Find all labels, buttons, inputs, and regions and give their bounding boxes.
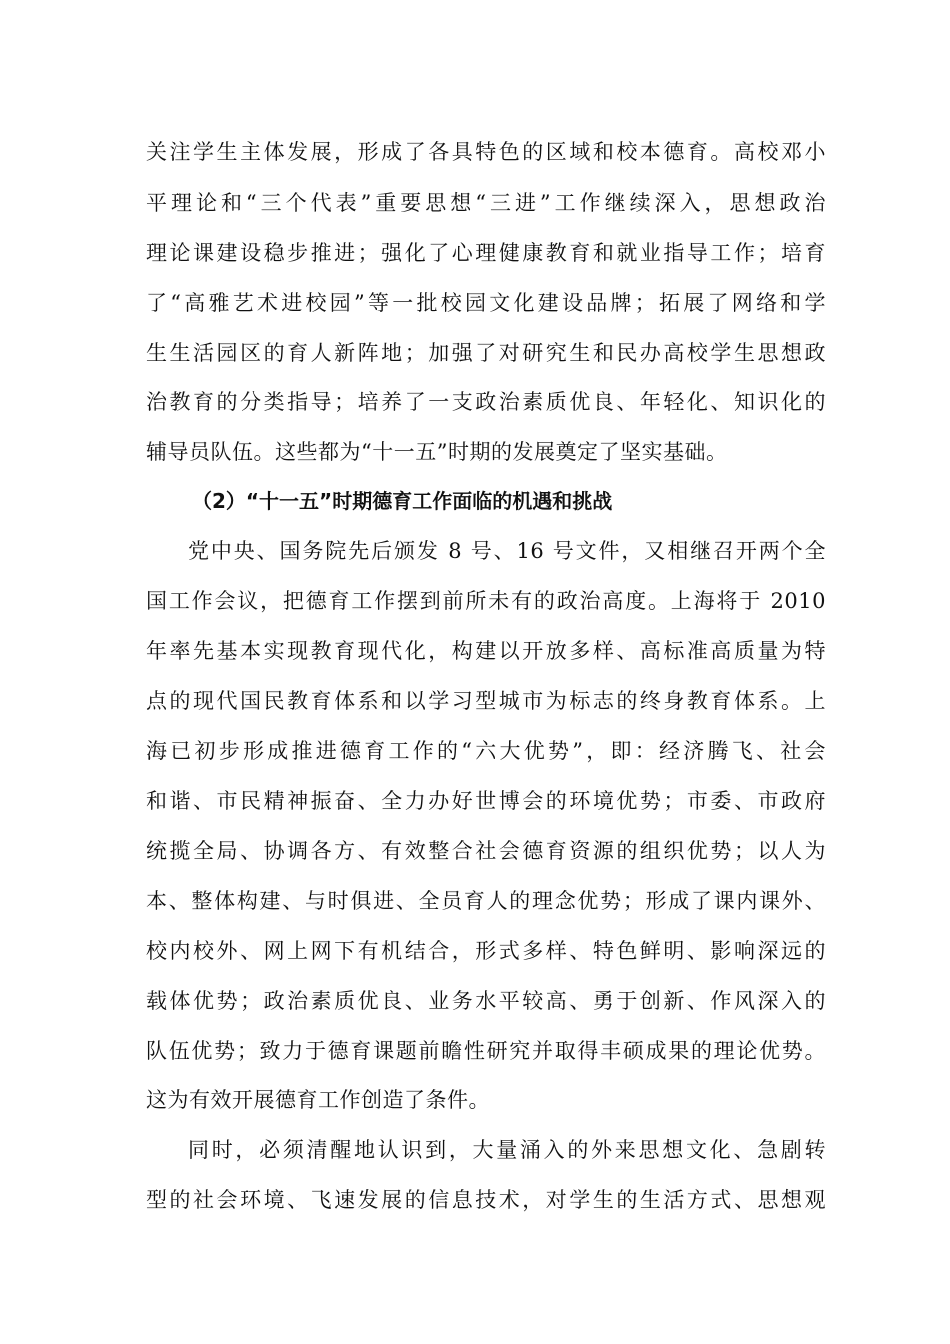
paragraph-1-line-2: 平理论和“三个代表”重要思想“三进”工作继续深入，思想政治 (146, 191, 826, 215)
paragraph-2-line-11: 队伍优势；致力于德育课题前瞻性研究并取得丰硕成果的理论优势。 (146, 1039, 826, 1063)
paragraph-2-line-12: 这为有效开展德育工作创造了条件。 (146, 1088, 490, 1112)
paragraph-1-line-7: 辅导员队伍。这些都为“十一五”时期的发展奠定了坚实基础。 (146, 440, 728, 464)
section-heading: （2）“十一五”时期德育工作面临的机遇和挑战 (192, 489, 613, 513)
paragraph-1-line-1: 关注学生主体发展，形成了各具特色的区域和校本德育。高校邓小 (146, 140, 826, 164)
paragraph-3-line-2: 型的社会环境、飞速发展的信息技术，对学生的生活方式、思想观 (146, 1188, 826, 1212)
paragraph-1-line-3: 理论课建设稳步推进；强化了心理健康教育和就业指导工作；培育 (146, 241, 826, 265)
paragraph-2-line-10: 载体优势；政治素质优良、业务水平较高、勇于创新、作风深入的 (146, 989, 826, 1013)
paragraph-2-line-1: 党中央、国务院先后颁发 8 号、16 号文件，又相继召开两个全 (188, 539, 826, 563)
paragraph-2-line-5: 海已初步形成推进德育工作的“六大优势”，即：经济腾飞、社会 (146, 739, 826, 763)
paragraph-2-line-3: 年率先基本实现教育现代化，构建以开放多样、高标准高质量为特 (146, 639, 826, 663)
paragraph-2-line-2: 国工作会议，把德育工作摆到前所未有的政治高度。上海将于 2010 (146, 589, 826, 613)
paragraph-2-line-9: 校内校外、网上网下有机结合，形式多样、特色鲜明、影响深远的 (146, 939, 826, 963)
paragraph-2-line-6: 和谐、市民精神振奋、全力办好世博会的环境优势；市委、市政府 (146, 789, 826, 813)
paragraph-2-line-4: 点的现代国民教育体系和以学习型城市为标志的终身教育体系。上 (146, 689, 826, 713)
paragraph-2-line-8: 本、整体构建、与时俱进、全员育人的理念优势；形成了课内课外、 (146, 889, 826, 913)
paragraph-2-line-7: 统揽全局、协调各方、有效整合社会德育资源的组织优势；以人为 (146, 839, 826, 863)
paragraph-1-line-6: 治教育的分类指导；培养了一支政治素质优良、年轻化、知识化的 (146, 390, 826, 414)
paragraph-1-line-5: 生生活园区的育人新阵地；加强了对研究生和民办高校学生思想政 (146, 341, 826, 365)
paragraph-1-line-4: 了“高雅艺术进校园”等一批校园文化建设品牌；拓展了网络和学 (146, 291, 826, 315)
paragraph-3-line-1: 同时，必须清醒地认识到，大量涌入的外来思想文化、急剧转 (188, 1138, 826, 1162)
